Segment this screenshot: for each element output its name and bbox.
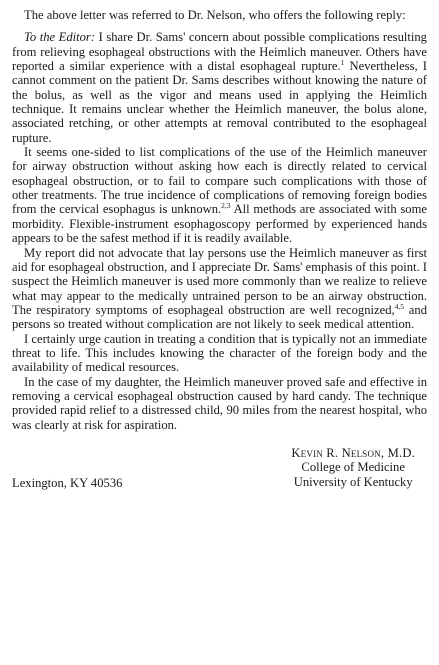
author-location: Lexington, KY 40536 [12, 475, 123, 490]
intro-text: The above letter was referred to Dr. Nelson, who offers the following reply: [24, 8, 406, 22]
reference-1: 1 [340, 57, 345, 67]
paragraph-3-text-b: and persons so treated without complication are not likely to seek medical attention. [12, 302, 427, 332]
author-institution: University of Kentucky [293, 474, 413, 489]
author-department: College of Medicine [301, 460, 405, 475]
paragraph-1 [12, 30, 427, 145]
paragraph-1-text-a: I share Dr. Sams' concern about possible complications resulting from relieving esophageal obstructions with the Heimlich maneuver. Others have reported a similar experience with a distal esophageal rupture. [12, 30, 427, 74]
paragraph-2-text-b: All methods are associated with some morbidity. Flexible-instrument esophagoscopy performed by experienced hands appears to be the safest method if it is readily available. [12, 202, 427, 246]
paragraph-3 [12, 246, 427, 332]
reference-2-3: 2,3 [221, 201, 231, 211]
paragraph-2 [12, 145, 427, 245]
paragraph-1-text-b: Nevertheless, I cannot comment on the patient Dr. Sams describes without knowing the nature of the bolus, as well as the vigor and means used in applying the Heimlich technique. It remains unclear whether the Heimlich maneuver, the bolus alone, associated retching, or other attempts at removal contributed to the esophageal rupture. [12, 59, 428, 145]
salutation: To the Editor: [24, 30, 96, 45]
signature-author [291, 446, 415, 489]
author-name: Kevin R. Nelson, M.D. [291, 445, 415, 460]
signature-block [12, 446, 427, 506]
paragraph-5: In the case of my daughter, the Heimlich maneuver proved safe and effective in removing a cervical esophageal obstruction caused by hard candy. The technique provided rapid relief to a distressed child, 90 miles from the nearest hospital, who was clearly at risk for aspiration. [12, 374, 427, 432]
paragraph-4: I certainly urge caution in treating a condition that is typically not an immediate threat to life. This includes knowing the character of the foreign body and the availability of medical resources. [12, 331, 427, 375]
reference-4-5: 4,5 [394, 301, 405, 311]
paragraph-3-text-a: My report did not advocate that lay persons use the Heimlich maneuver as first aid for esophageal obstruction, and I appreciate Dr. Sams' emphasis of this point. I suspect the Heimlich maneuver is used more commonly than we realize to relieve what may appear to the medically untrained person to be an airway obstruction. The respiratory symptoms of esophageal obstruction are well recognized, [12, 245, 427, 317]
paragraph-2-text-a: It seems one-sided to list complications of the use of the Heimlich maneuver for airway obstruction without asking how each is directly related to cervical esophageal obstruction, or to fail to compare such complications with those of other treatments. The true incidence of complications of removing foreign bodies from the cervical esophagus is unknown. [12, 145, 427, 217]
